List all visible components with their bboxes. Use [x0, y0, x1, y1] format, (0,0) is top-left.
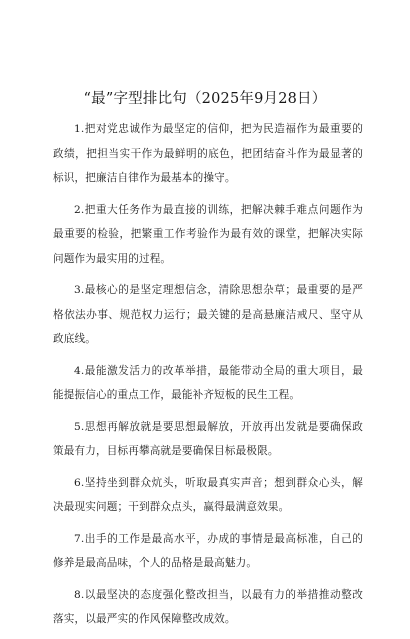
document-title: “最”字型排比句（2025年9月28日）: [83, 91, 327, 107]
paragraph-5: 5.思想再解放就是要思想最解放，开放再出发就是要确保政策最有力，目标再攀高就是要确保目标最极限。: [53, 420, 363, 457]
paragraph-7: 7.出手的工作是最高水平，办成的事情是最高标准，自己的修养是最高品味，个人的品格是最高魅力。: [53, 532, 363, 569]
paragraph-4: 4.最能激发活力的改革举措，最能带动全局的重大项目，最能提振信心的重点工作，最能补齐短板的民生工程。: [53, 364, 363, 401]
paragraph-3: 3.最核心的是坚定理想信念，清除思想杂草；最重要的是严格依法办事、规范权力运行；最关键的是高悬廉洁戒尺、坚守从政底线。: [53, 284, 363, 345]
document-body: [53, 117, 363, 639]
paragraph-2: 2.把重大任务作为最直接的训练，把解决棘手难点问题作为最重要的检验，把繁重工作考验作为最有效的课堂，把解决实际问题作为最实用的过程。: [53, 203, 363, 265]
paragraph-1: 1.把对党忠诚作为最坚定的信仰，把为民造福作为最重要的政绩，把担当实干作为最鲜明的底色，把团结奋斗作为最显著的标识，把廉洁自律作为最基本的操守。: [53, 123, 363, 184]
paragraph-8: 8.以最坚决的态度强化整改担当，以最有力的举措推动整改落实，以最严实的作风保障整改成效。: [53, 588, 363, 625]
paragraph-6: 6.坚持坐到群众炕头，听取最真实声音；想到群众心头，解决最现实问题；干到群众点头，赢得最满意效果。: [53, 476, 363, 513]
